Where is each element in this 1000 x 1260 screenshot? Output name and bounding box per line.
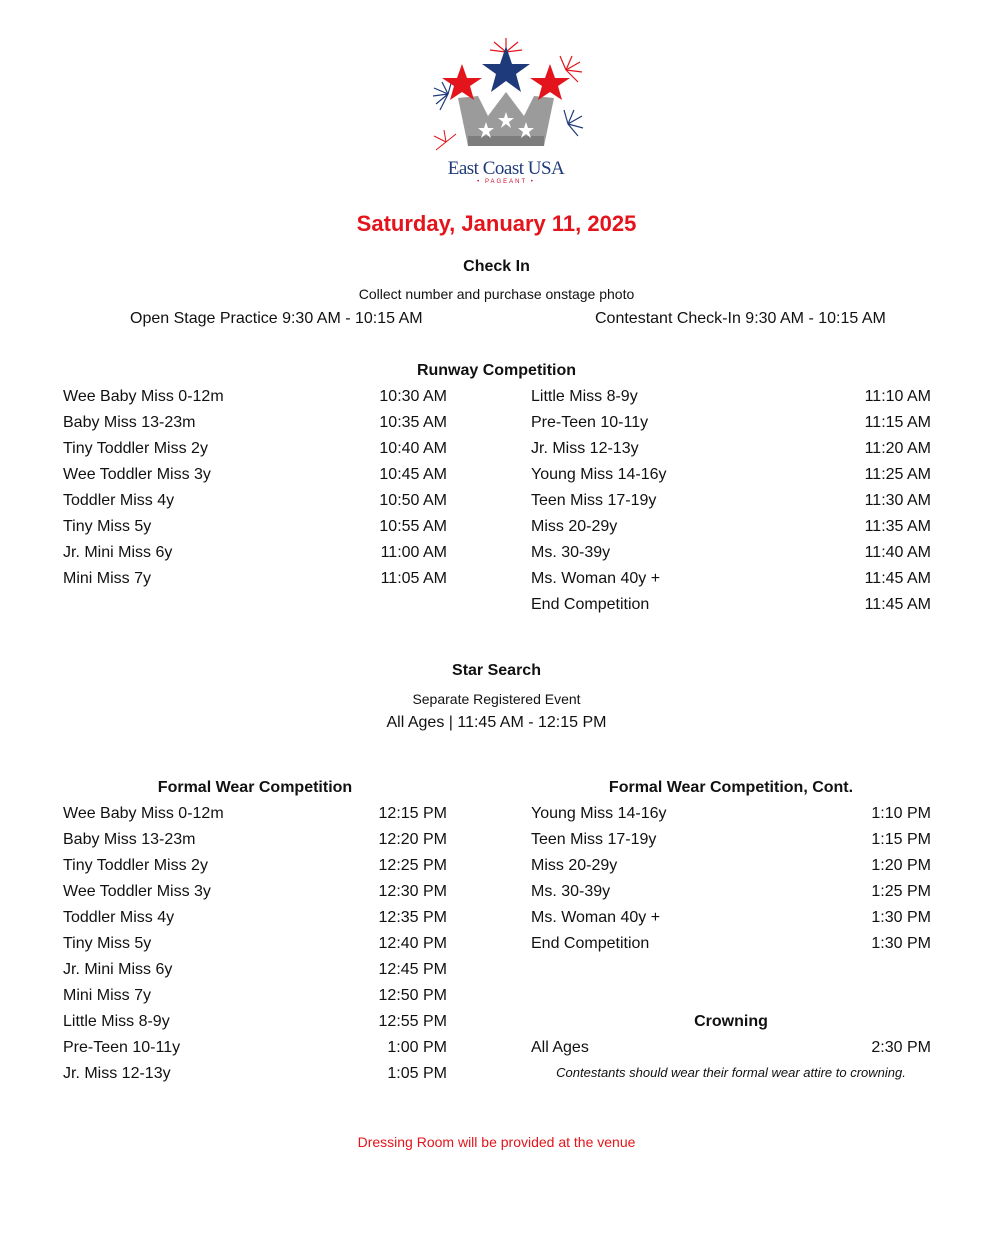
schedule-row bbox=[63, 827, 447, 853]
crowning-row bbox=[531, 1035, 931, 1061]
schedule-row bbox=[63, 801, 447, 827]
schedule-time: 11:15 AM bbox=[864, 414, 931, 431]
schedule-row bbox=[63, 566, 447, 592]
schedule-division: Teen Miss 17-19y bbox=[531, 492, 657, 509]
schedule-division: Ms. 30-39y bbox=[531, 883, 611, 900]
schedule-time: 1:15 PM bbox=[871, 831, 931, 848]
crown-fireworks-logo-graphic bbox=[428, 36, 584, 158]
open-stage-practice: Open Stage Practice 9:30 AM - 10:15 AM bbox=[130, 310, 423, 327]
schedule-time: 11:20 AM bbox=[864, 440, 931, 457]
schedule-time: 12:55 PM bbox=[378, 1013, 447, 1030]
schedule-division: Baby Miss 13-23m bbox=[63, 414, 196, 431]
crowning-time: 2:30 PM bbox=[871, 1039, 931, 1056]
dressing-room-note: Dressing Room will be provided at the venue bbox=[357, 1134, 636, 1150]
schedule-time: 12:35 PM bbox=[378, 909, 447, 926]
schedule-row bbox=[531, 488, 931, 514]
schedule-row bbox=[63, 931, 447, 957]
schedule-row bbox=[531, 566, 931, 592]
schedule-row bbox=[531, 592, 931, 618]
schedule-division: Wee Baby Miss 0-12m bbox=[63, 388, 224, 405]
runway-right-list bbox=[531, 384, 931, 618]
schedule-division: Little Miss 8-9y bbox=[531, 388, 638, 405]
schedule-time: 12:15 PM bbox=[378, 805, 447, 822]
schedule-time: 12:50 PM bbox=[378, 987, 447, 1004]
schedule-time: 11:35 AM bbox=[864, 518, 931, 535]
schedule-row bbox=[63, 488, 447, 514]
star-search-subtitle: Separate Registered Event bbox=[412, 691, 581, 707]
crowning-row-wrap bbox=[531, 1035, 931, 1061]
schedule-time: 1:30 PM bbox=[871, 909, 931, 926]
schedule-division: Baby Miss 13-23m bbox=[63, 831, 196, 848]
formal-left-list bbox=[63, 801, 447, 1087]
check-in-subtitle: Collect number and purchase onstage photo bbox=[358, 286, 635, 302]
schedule-row bbox=[531, 879, 931, 905]
schedule-row bbox=[63, 1035, 447, 1061]
schedule-time: 11:10 AM bbox=[864, 388, 931, 405]
schedule-row bbox=[531, 931, 931, 957]
schedule-time: 10:55 AM bbox=[379, 518, 447, 535]
schedule-division: Toddler Miss 4y bbox=[63, 909, 175, 926]
logo-name: East Coast USA bbox=[447, 158, 565, 179]
schedule-row bbox=[531, 801, 931, 827]
schedule-time: 1:05 PM bbox=[387, 1065, 447, 1082]
crowning-note: Contestants should wear their formal wear attire to crowning. bbox=[556, 1065, 906, 1080]
schedule-time: 1:00 PM bbox=[387, 1039, 447, 1056]
schedule-time: 11:45 AM bbox=[864, 570, 931, 587]
schedule-division: Tiny Toddler Miss 2y bbox=[63, 857, 208, 874]
check-in-heading: Check In bbox=[463, 258, 530, 275]
schedule-time: 11:25 AM bbox=[864, 466, 931, 483]
firework-left-low-icon bbox=[434, 130, 456, 150]
schedule-division: End Competition bbox=[531, 935, 650, 952]
schedule-time: 11:40 AM bbox=[864, 544, 931, 561]
schedule-row bbox=[63, 410, 447, 436]
star-search-detail: All Ages | 11:45 AM - 12:15 PM bbox=[386, 714, 607, 731]
schedule-row bbox=[531, 905, 931, 931]
schedule-row bbox=[63, 384, 447, 410]
schedule-row bbox=[63, 879, 447, 905]
schedule-division: Tiny Toddler Miss 2y bbox=[63, 440, 208, 457]
runway-left-list bbox=[63, 384, 447, 592]
schedule-time: 11:00 AM bbox=[380, 544, 447, 561]
schedule-division: Toddler Miss 4y bbox=[63, 492, 175, 509]
schedule-row bbox=[63, 1009, 447, 1035]
schedule-row bbox=[63, 514, 447, 540]
schedule-time: 1:25 PM bbox=[871, 883, 931, 900]
schedule-row bbox=[63, 983, 447, 1009]
schedule-time: 12:30 PM bbox=[378, 883, 447, 900]
schedule-row bbox=[531, 853, 931, 879]
schedule-division: Jr. Mini Miss 6y bbox=[63, 544, 173, 561]
schedule-division: Jr. Miss 12-13y bbox=[531, 440, 639, 457]
schedule-division: Pre-Teen 10-11y bbox=[531, 414, 649, 431]
schedule-row bbox=[63, 462, 447, 488]
schedule-time: 1:20 PM bbox=[871, 857, 931, 874]
schedule-division: Little Miss 8-9y bbox=[63, 1013, 170, 1030]
blue-star-icon bbox=[482, 46, 530, 92]
contestant-check-in: Contestant Check-In 9:30 AM - 10:15 AM bbox=[595, 310, 886, 327]
formal-wear-heading: Formal Wear Competition bbox=[157, 779, 353, 796]
schedule-division: Ms. Woman 40y + bbox=[531, 570, 661, 587]
runway-heading: Runway Competition bbox=[416, 362, 577, 379]
schedule-time: 10:40 AM bbox=[379, 440, 447, 457]
schedule-time: 12:25 PM bbox=[378, 857, 447, 874]
event-date: Saturday, January 11, 2025 bbox=[356, 211, 637, 236]
schedule-row bbox=[63, 436, 447, 462]
schedule-time: 11:05 AM bbox=[380, 570, 447, 587]
schedule-row bbox=[531, 436, 931, 462]
schedule-division: Young Miss 14-16y bbox=[531, 805, 667, 822]
schedule-division: Pre-Teen 10-11y bbox=[63, 1039, 181, 1056]
schedule-division: Jr. Mini Miss 6y bbox=[63, 961, 173, 978]
firework-left-icon bbox=[433, 80, 452, 110]
schedule-time: 12:20 PM bbox=[378, 831, 447, 848]
schedule-row bbox=[531, 462, 931, 488]
star-search-heading: Star Search bbox=[452, 662, 541, 679]
formal-wear-cont-heading: Formal Wear Competition, Cont. bbox=[608, 779, 854, 796]
pageant-logo bbox=[428, 36, 584, 188]
formal-right-list bbox=[531, 801, 931, 957]
schedule-division: Wee Toddler Miss 3y bbox=[63, 883, 211, 900]
crown-band bbox=[468, 136, 544, 146]
schedule-division: Ms. Woman 40y + bbox=[531, 909, 661, 926]
schedule-row bbox=[63, 853, 447, 879]
schedule-row bbox=[531, 827, 931, 853]
schedule-row bbox=[531, 514, 931, 540]
schedule-time: 10:30 AM bbox=[379, 388, 447, 405]
schedule-time: 10:35 AM bbox=[379, 414, 447, 431]
schedule-division: Tiny Miss 5y bbox=[63, 518, 152, 535]
schedule-division: Ms. 30-39y bbox=[531, 544, 611, 561]
schedule-division: Miss 20-29y bbox=[531, 857, 618, 874]
schedule-division: Miss 20-29y bbox=[531, 518, 618, 535]
schedule-division: Young Miss 14-16y bbox=[531, 466, 667, 483]
schedule-division: Wee Baby Miss 0-12m bbox=[63, 805, 224, 822]
schedule-time: 11:45 AM bbox=[864, 596, 931, 613]
schedule-row bbox=[531, 384, 931, 410]
crowning-heading: Crowning bbox=[694, 1013, 768, 1030]
crowning-label: All Ages bbox=[531, 1039, 589, 1056]
schedule-row bbox=[63, 1061, 447, 1087]
schedule-time: 11:30 AM bbox=[864, 492, 931, 509]
schedule-division: End Competition bbox=[531, 596, 650, 613]
schedule-time: 10:50 AM bbox=[379, 492, 447, 509]
schedule-division: Jr. Miss 12-13y bbox=[63, 1065, 171, 1082]
logo-subtitle: • PAGEANT • bbox=[477, 179, 535, 185]
schedule-division: Mini Miss 7y bbox=[63, 570, 152, 587]
schedule-row bbox=[63, 905, 447, 931]
schedule-row bbox=[531, 410, 931, 436]
firework-right-low-icon bbox=[564, 110, 583, 136]
schedule-time: 12:45 PM bbox=[378, 961, 447, 978]
schedule-time: 1:10 PM bbox=[871, 805, 931, 822]
red-star-right-icon bbox=[530, 64, 570, 100]
schedule-division: Wee Toddler Miss 3y bbox=[63, 466, 211, 483]
schedule-division: Tiny Miss 5y bbox=[63, 935, 152, 952]
schedule-time: 10:45 AM bbox=[379, 466, 447, 483]
schedule-division: Mini Miss 7y bbox=[63, 987, 152, 1004]
schedule-division: Teen Miss 17-19y bbox=[531, 831, 657, 848]
schedule-row bbox=[63, 957, 447, 983]
schedule-row bbox=[63, 540, 447, 566]
schedule-row bbox=[531, 540, 931, 566]
schedule-time: 1:30 PM bbox=[871, 935, 931, 952]
schedule-time: 12:40 PM bbox=[378, 935, 447, 952]
